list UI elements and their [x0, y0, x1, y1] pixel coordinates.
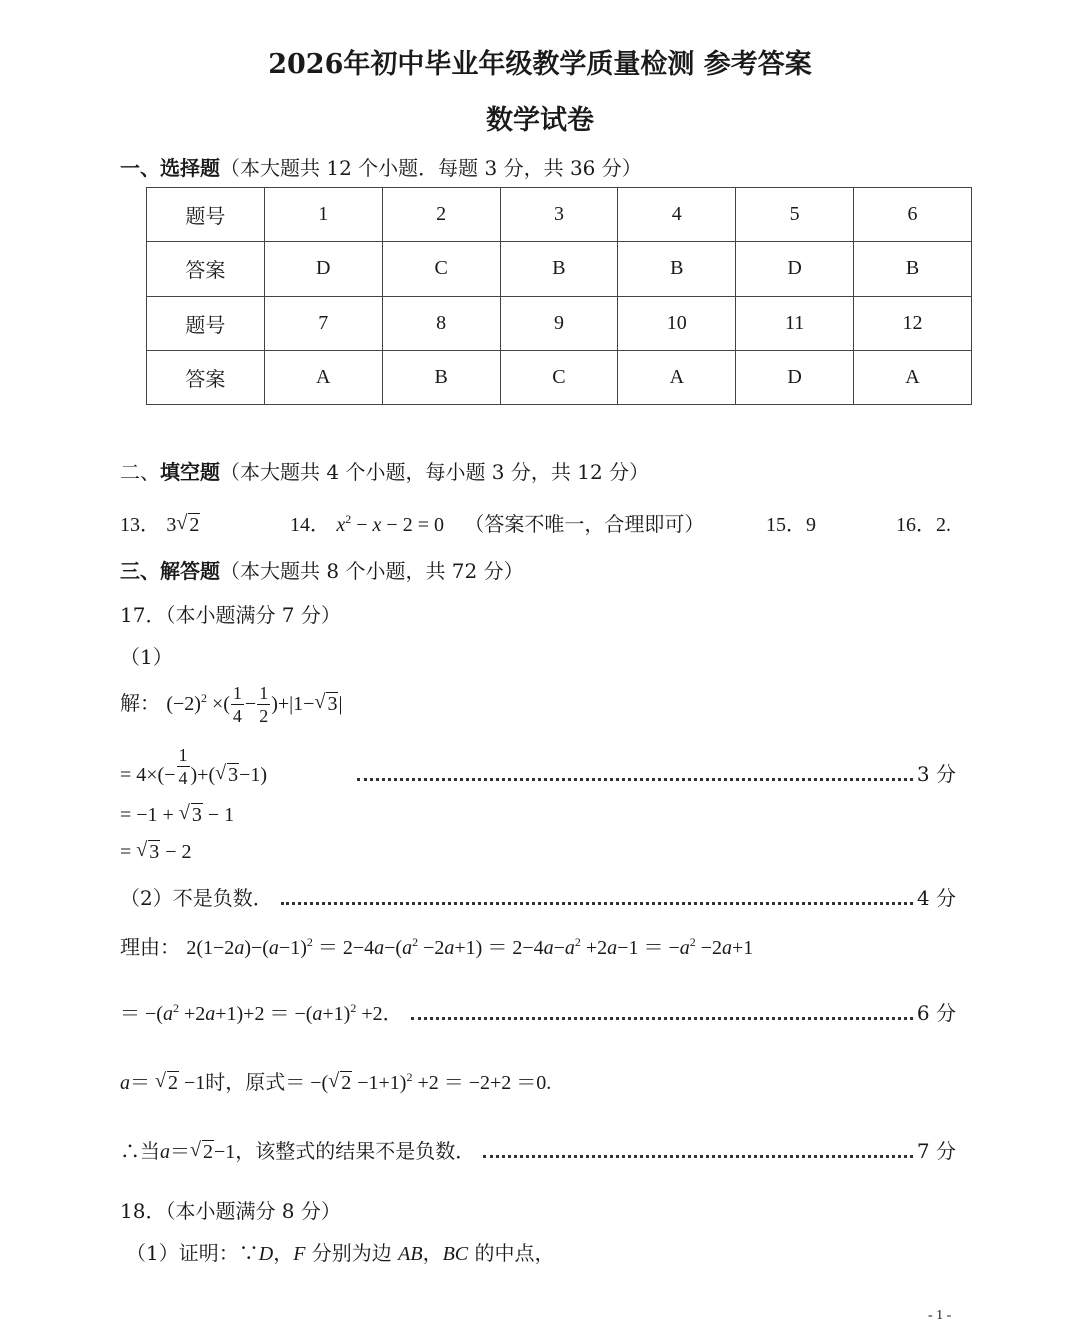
table-cell: 4 — [618, 188, 736, 242]
table-cell: D — [264, 242, 382, 296]
table-cell: 11 — [736, 296, 854, 350]
table-cell: C — [500, 350, 618, 404]
q17-conclusion: ∴当 a＝ √ 2 −1 ，该整式的结果不是负数． 7 分 — [120, 1135, 956, 1164]
paper-subtitle: 数学试卷 — [486, 105, 594, 136]
score-4: 4 分 — [916, 886, 956, 910]
dot-leader — [281, 902, 913, 905]
expr-part: $(-2)^2$ ×( — [166, 691, 230, 715]
table-cell: 9 — [500, 296, 618, 350]
choice-answer-table — [146, 187, 972, 405]
answer-13 — [120, 508, 200, 537]
table-cell: 6 — [854, 188, 972, 242]
table-cell: 12 — [854, 296, 972, 350]
fraction-one-quarter: $\frac{1}{4}$ — [232, 683, 242, 726]
when-text: 时，原式 — [205, 1070, 286, 1094]
page-number: - 1 - — [928, 1308, 952, 1323]
table-cell: 1 — [264, 188, 382, 242]
score-6: 6 分 — [916, 1001, 956, 1025]
table-row-head: 答案 — [147, 242, 265, 296]
table-cell: 10 — [618, 296, 736, 350]
table-cell: B — [382, 350, 500, 404]
score-7: 7 分 — [916, 1139, 956, 1163]
sqrt-symbol: √ 3 — [136, 841, 160, 864]
q17-step2: = −1 + √ 3 − 1 — [120, 804, 234, 827]
q14-note: （答案不唯一，合理即可） — [464, 512, 705, 536]
answer-16: 16．2. — [896, 514, 951, 536]
reason-label: 理由： — [120, 935, 180, 959]
section-3-heading — [120, 555, 524, 584]
q17-part2 — [120, 882, 956, 911]
point-F: F — [293, 1243, 306, 1265]
q17-substitute: a＝ √ 2 −1时，原式＝ −(√ 2 −1+1)$^2$ +2 ＝ −2+2 ＝0. — [120, 1066, 551, 1095]
sqrt-symbol: √ 3 — [215, 764, 239, 787]
section-2-label: 填空题 — [160, 460, 220, 484]
table-cell: 8 — [382, 296, 500, 350]
table-row — [147, 188, 972, 242]
reason-expr: $2(1-2a)-(a-1)^2 = 2-4a-(a^2 -2a+1) = 2-4a-a^2 +2a-1 = -a^2 -2a+1$ — [186, 935, 754, 959]
table-cell: C — [382, 242, 500, 296]
table-cell: A — [854, 350, 972, 404]
sqrt-symbol: √ 2 — [190, 1141, 214, 1164]
table-cell: A — [264, 350, 382, 404]
table-cell: B — [500, 242, 618, 296]
table-cell: 2 — [382, 188, 500, 242]
sqrt-symbol — [176, 514, 200, 537]
reason-cont-expr: ＝ $-(a^2 +2a+1)+2 = -(a+1)^2 +2$． — [120, 1001, 403, 1025]
table-row — [147, 296, 972, 350]
q17-step1: = 4×(− $\frac{1}{4}$ )+( √ 3 −1) 3 分 — [120, 746, 956, 787]
section-3-note: （本大题共 8 个小题，共 72 分） — [220, 559, 524, 583]
table-row — [147, 350, 972, 404]
score-3: 3 分 — [916, 762, 956, 786]
table-cell: 5 — [736, 188, 854, 242]
q18-heading: 18．（本小题满分 8 分） — [120, 1199, 341, 1223]
fraction-one-quarter: $\frac{1}{4}$ — [178, 745, 188, 788]
table-cell: 3 — [500, 188, 618, 242]
dot-leader — [411, 1017, 913, 1020]
answer-14 — [290, 508, 704, 537]
q18-part1-a: （1）证明：∵ — [126, 1241, 259, 1265]
table-cell: B — [854, 242, 972, 296]
point-D: D — [258, 1243, 274, 1265]
section-1-label: 一、选择题 — [120, 156, 220, 180]
q17-part1-label: （1） — [120, 645, 173, 669]
section-2-note: （本大题共 4 个小题，每小题 3 分，共 12 分） — [220, 460, 650, 484]
table-cell: D — [736, 350, 854, 404]
q13-radicand: 2 — [189, 514, 200, 536]
q17-expression: 解： $(-2)^2$ ×( $\frac{1}{4}$ − $\frac{1}{2}$ )+|1−√ 3| — [120, 684, 342, 725]
sqrt-symbol: √ 2 — [155, 1072, 179, 1095]
dot-leader — [483, 1155, 913, 1158]
segment-BC: BC — [442, 1243, 469, 1265]
fraction-one-half: $\frac{1}{2}$ — [259, 683, 269, 726]
table-cell: 7 — [264, 296, 382, 350]
sqrt-symbol: √ 3 — [179, 804, 203, 827]
section-1-heading — [120, 152, 642, 181]
table-cell: A — [618, 350, 736, 404]
table-cell: B — [618, 242, 736, 296]
section-2-prefix: 二、 — [120, 460, 160, 484]
dot-leader — [357, 778, 913, 781]
table-row-head: 答案 — [147, 350, 265, 404]
section-1-note: （本大题共 12 个小题．每题 3 分，共 36 分） — [220, 156, 642, 180]
table-cell: D — [736, 242, 854, 296]
step1-expr: = 4×(− — [120, 764, 176, 786]
answer-15: 15．9 — [766, 514, 816, 536]
q18-part1-b: 分别为边 — [311, 1241, 392, 1265]
solution-label: 解： — [120, 691, 160, 715]
q17-reason — [120, 931, 753, 960]
therefore-b: ，该整式的结果不是负数． — [235, 1139, 476, 1163]
sqrt-symbol: √ 3 — [314, 693, 338, 716]
q17-heading: 17．（本小题满分 7 分） — [120, 603, 341, 627]
segment-AB: AB — [398, 1243, 423, 1265]
q17-reason-cont — [120, 997, 956, 1026]
q14-number: 14． — [290, 514, 330, 536]
section-3-label: 三、解答题 — [120, 559, 220, 583]
table-row-head: 题号 — [147, 296, 265, 350]
q13-number: 13． — [120, 514, 160, 536]
q18-part1-c: 的中点， — [474, 1241, 555, 1265]
section-2-heading — [120, 456, 649, 485]
q17-step3: = √ 3 − 2 — [120, 841, 192, 864]
page-title: 2026年初中毕业年级教学质量检测 参考答案 — [268, 49, 812, 80]
therefore-a: ∴当 — [120, 1139, 160, 1163]
q14-equation: $x^2 - x - 2 = 0$ — [336, 512, 444, 536]
q13-coef: 3 — [166, 514, 177, 536]
part2-text: （2）不是负数． — [120, 886, 273, 910]
table-row-head: 题号 — [147, 188, 265, 242]
sqrt-symbol: √ 2 — [328, 1072, 352, 1095]
table-row — [147, 242, 972, 296]
q18-part1: （1）证明：∵D，F 分别为边 AB，BC 的中点， — [126, 1241, 555, 1265]
